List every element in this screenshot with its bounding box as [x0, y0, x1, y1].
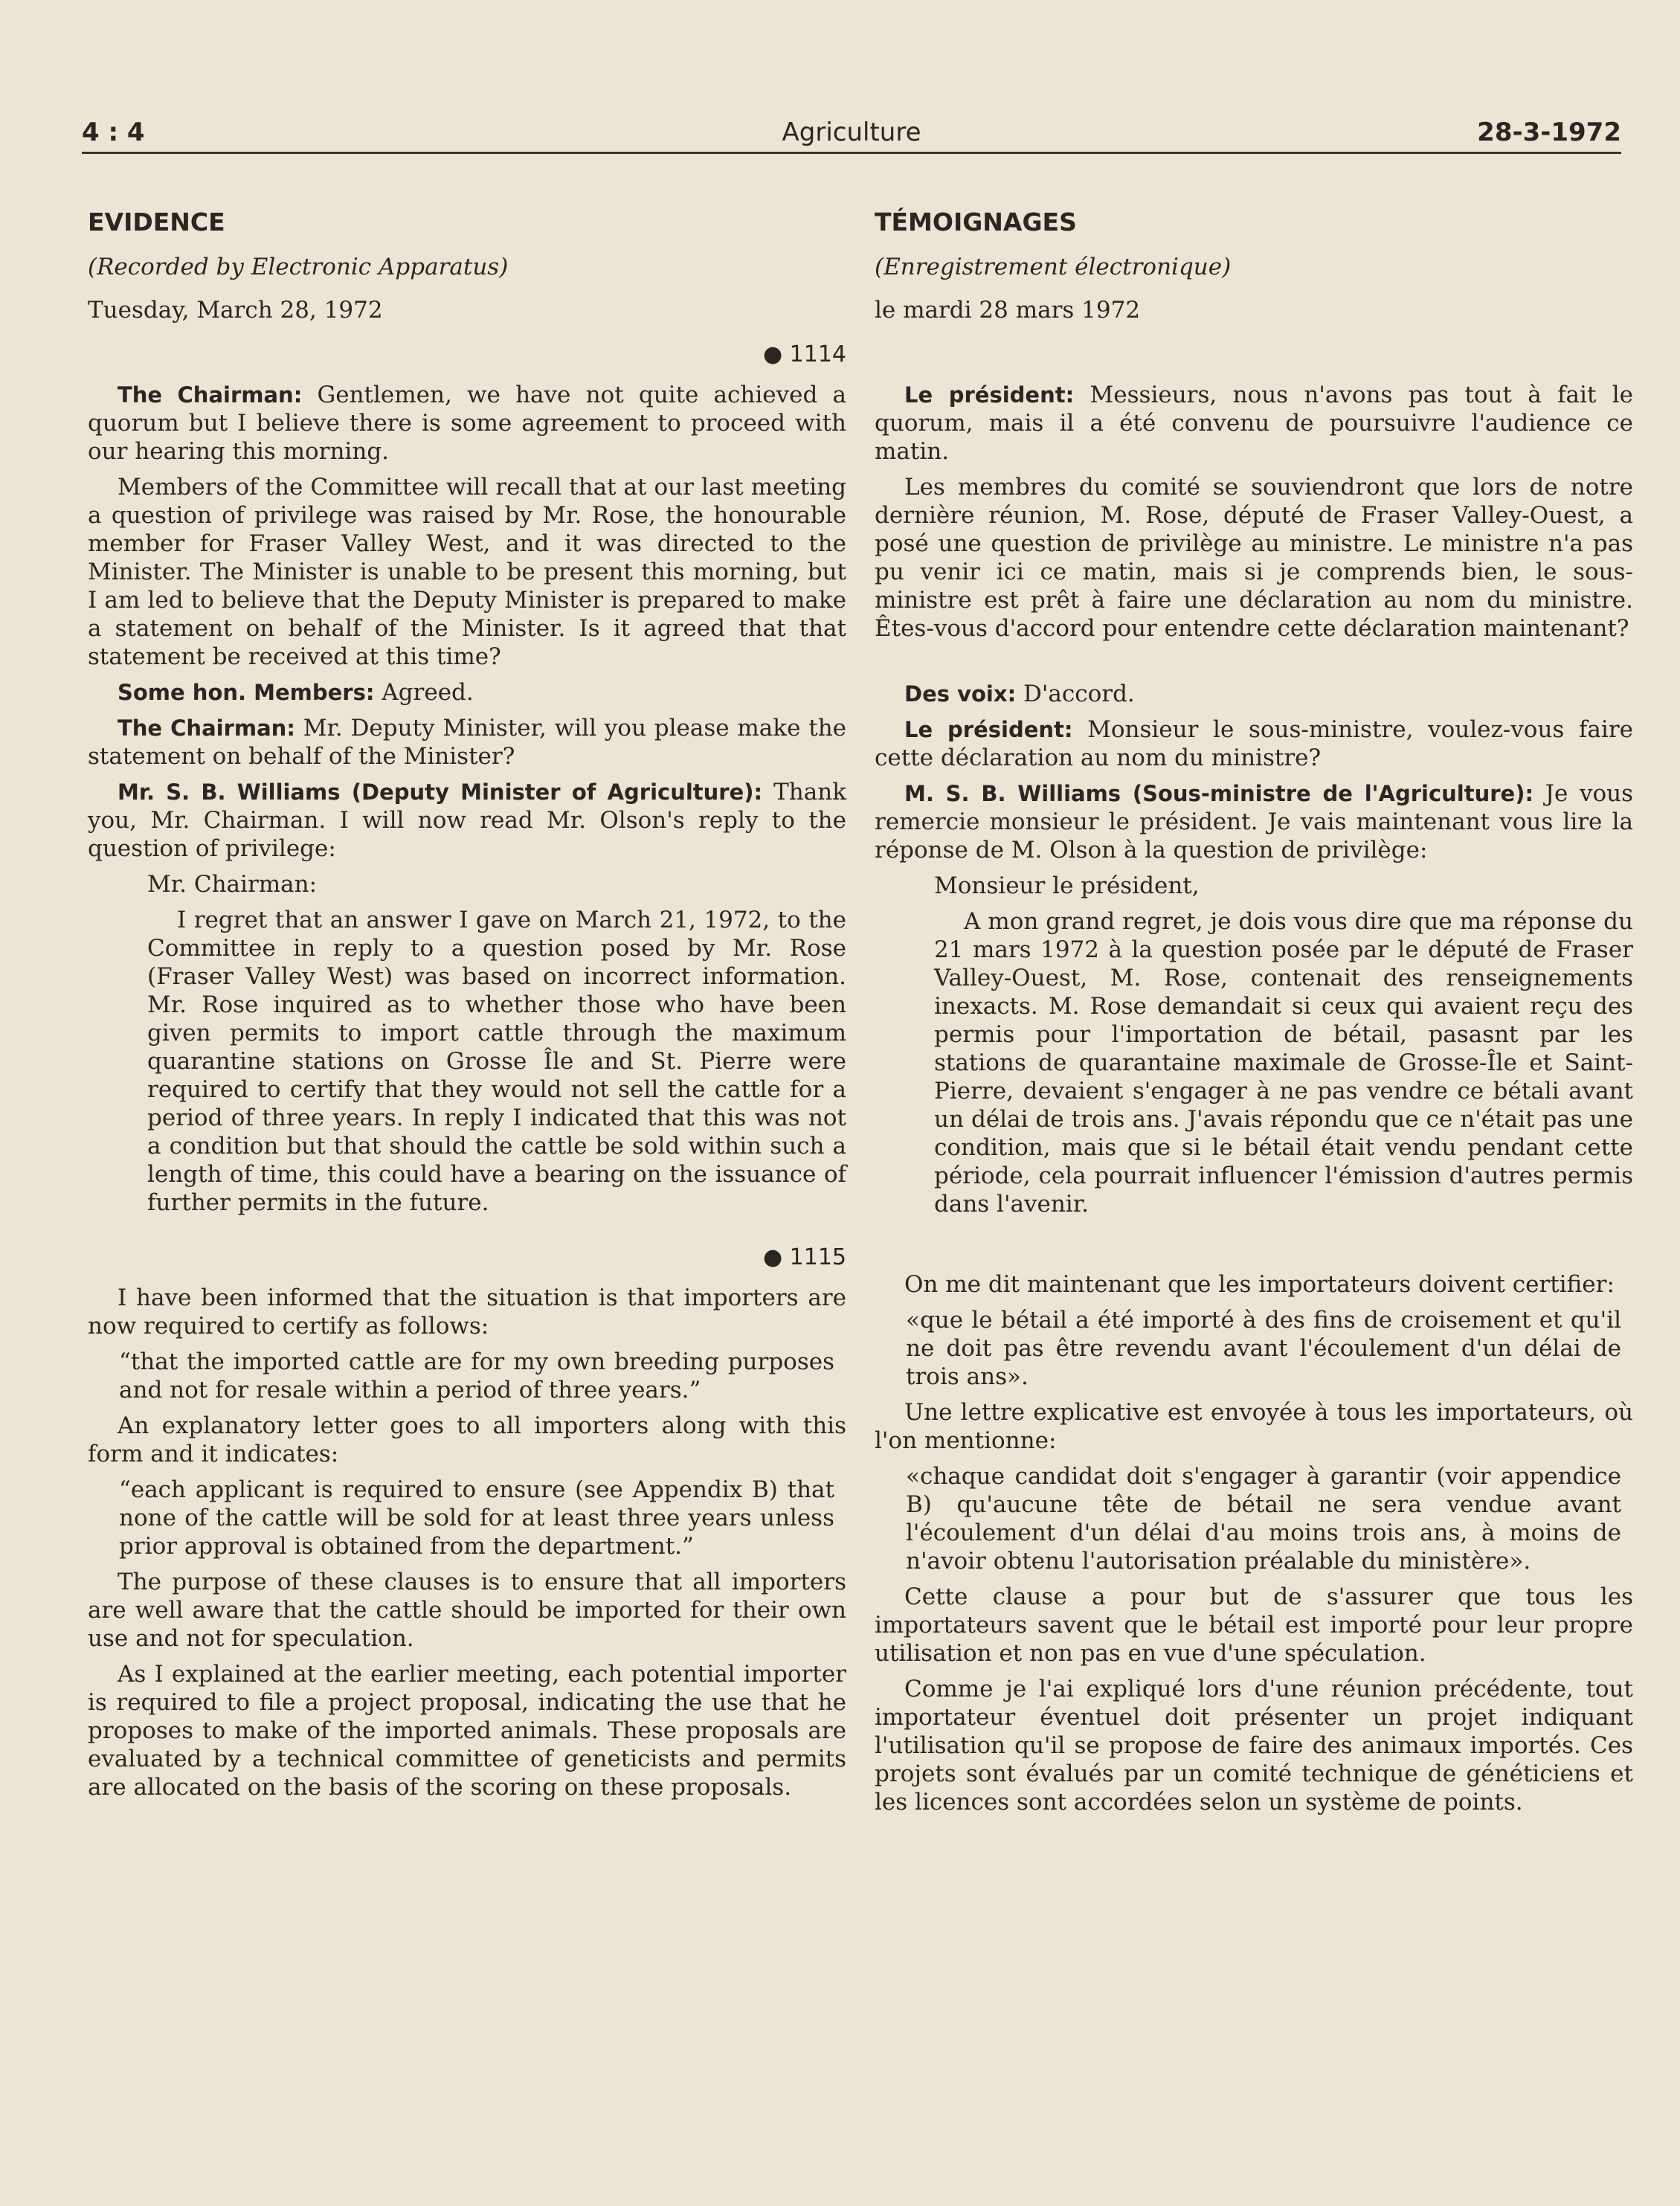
speaker-label: Some hon. Members: [118, 680, 375, 705]
speech-text: Monsieur le sous-ministre, voulez-vous faire cette déclaration au nom du ministre? [875, 716, 1633, 771]
speaker-label: The Chairman: [118, 715, 295, 741]
page-header [82, 118, 1621, 155]
header-rule [82, 152, 1621, 154]
quoted-certification: “that the imported cattle are for my own breeding purposes and not for resale within a period of three years.” [119, 1348, 834, 1403]
speaker-label: M. S. B. Williams (Sous-ministre de l'Agriculture): [904, 781, 1534, 806]
temoignages-heading: TÉMOIGNAGES [875, 208, 1077, 237]
page-number: 4 : 4 [82, 118, 145, 147]
letter-salutation: Mr. Chairman: [147, 871, 318, 898]
speech-text: Agreed. [374, 679, 474, 706]
paragraph [875, 715, 1633, 772]
letter-paragraph: A mon grand regret, je dois vous dire que ma réponse du 21 mars 1972 à la question posée par le député de Fraser Valley-Ouest, M. Rose, contenait des renseignements inexacts. M. Rose demandait si ceux qui avaient reçu des permis pour l'importation de bétail, pasasnt par les stations de quarantaine maximale de Grosse-Île et Saint-Pierre, devaient s'engager à ne pas vendre ce bétali avant un délai de trois ans. J'avais répondu que ce n'était pas une condition, mais que si le bétail était vendu pendant cette période, cela pourrait influencer l'émission d'autres permis dans l'avenir. [934, 908, 1633, 1218]
paragraph: Cette clause a pour but de s'assurer que tous les importateurs savent que le bétail est importé pour leur propre utilisation et non pas en vue d'une spéculation. [875, 1583, 1633, 1667]
header-date: 28-3-1972 [1477, 118, 1621, 147]
paragraph [88, 381, 846, 466]
paragraph: Members of the Committee will recall that at our last meeting a question of privilege was raised by Mr. Rose, the honourable member for Fraser Valley West, and it was directed to the Minister. The Minister is unable to be present this morning, but I am led to believe that the Deputy Minister is prepared to make a statement on behalf of the Minister. Is it agreed that that statement be received at this time? [88, 474, 846, 670]
paragraph: The purpose of these clauses is to ensure that all importers are well aware that the cattle should be imported for their own use and not for speculation. [88, 1569, 846, 1652]
paragraph: As I explained at the earlier meeting, each potential importer is required to file a project proposal, indicating the use that he proposes to make of the imported animals. These proposals are evaluated by a technical committee of geneticists and permits are allocated on the basis of the scoring on these proposals. [88, 1661, 846, 1801]
paragraph [88, 678, 846, 707]
session-date: Tuesday, March 28, 1972 [88, 297, 383, 324]
recorded-subheading: (Recorded by Electronic Apparatus) [88, 254, 509, 280]
paragraph [875, 381, 1633, 466]
speech-text: Je vous remercie monsieur le président. Je vais maintenant vous lire la réponse de M. Olson à la question de privilège: [875, 780, 1633, 864]
time-marker-1115: ● 1115 [762, 1244, 846, 1270]
speech-text: Thank you, Mr. Chairman. I will now read Mr. Olson's reply to the question of privilege: [88, 779, 846, 862]
english-column [88, 201, 846, 1809]
french-column [875, 201, 1633, 1824]
evidence-heading: EVIDENCE [88, 208, 225, 237]
paragraph: Une lettre explicative est envoyée à tous les importateurs, où l'on mentionne: [875, 1399, 1633, 1454]
quoted-letter: “each applicant is required to ensure (see Appendix B) that none of the cattle will be sold for at least three years unless prior approval is obtained from the department.” [119, 1476, 834, 1560]
paragraph: Les membres du comité se souviendront que lors de notre dernière réunion, M. Rose, député de Fraser Valley-Ouest, a posé une question de privilège au ministre. Le ministre n'a pas pu venir ici ce matin, mais si je comprends bien, le sous-ministre est prêt à faire une déclaration au nom du ministre. Êtes-vous d'accord pour entendre cette déclaration maintenant? [875, 474, 1633, 642]
paragraph [88, 714, 846, 771]
letter-salutation: Monsieur le président, [934, 872, 1200, 899]
speech-text: Messieurs, nous n'avons pas tout à fait le quorum, mais il a été convenu de poursuivre l'audience ce matin. [875, 382, 1633, 465]
speaker-label: Le président: [904, 382, 1075, 408]
speaker-label: The Chairman: [118, 382, 303, 408]
paragraph: I have been informed that the situation is that importers are now required to certify as follows: [88, 1284, 846, 1340]
speech-text: Mr. Deputy Minister, will you please make the statement on behalf of the Minister? [88, 715, 847, 770]
quoted-letter: «chaque candidat doit s'engager à garantir (voir appendice B) qu'aucune tête de bétail ne sera vendue avant l'écoulement d'un délai d'au moins trois ans, à moins de n'avoir obtenu l'autorisation préalable du ministère». [906, 1463, 1621, 1575]
letter-paragraph: I regret that an answer I gave on March 21, 1972, to the Committee in reply to a question posed by Mr. Rose (Fraser Valley West) was based on incorrect information. Mr. Rose inquired as to whether those who have been given permits to import cattle through the maximum quarantine stations on Grosse Île and St. Pierre were required to certify that they would not sell the cattle for a period of three years. In reply I indicated that this was not a condition but that should the cattle be sold within such a length of time, this could have a bearing on the issuance of further permits in the future. [147, 907, 846, 1216]
running-title: Agriculture [782, 118, 921, 147]
paragraph: An explanatory letter goes to all importers along with this form and it indicates: [88, 1412, 846, 1467]
speech-text: Gentlemen, we have not quite achieved a quorum but I believe there is some agreement to proceed with our hearing this morning. [88, 382, 846, 465]
time-marker-1114: ● 1114 [762, 341, 846, 367]
paragraph [875, 779, 1633, 864]
session-date-fr: le mardi 28 mars 1972 [875, 297, 1141, 324]
quoted-certification: «que le bétail a été importé à des fins de croisement et qu'il ne doit pas être revendu avant l'écoulement d'un délai de trois ans». [906, 1307, 1621, 1390]
paragraph [875, 680, 1633, 708]
speaker-label: Des voix: [904, 681, 1017, 707]
speech-text: D'accord. [1016, 681, 1135, 707]
paragraph [88, 778, 846, 863]
speaker-label: Le président: [904, 717, 1073, 742]
paragraph: On me dit maintenant que les importateurs doivent certifier: [904, 1271, 1615, 1298]
speaker-label: Mr. S. B. Williams (Deputy Minister of Agriculture): [118, 779, 763, 805]
paragraph: Comme je l'ai expliqué lors d'une réunion précédente, tout importateur éventuel doit présenter un projet indiquant l'utilisation qu'il se propose de faire des animaux importés. Ces projets sont évalués par un comité technique de généticiens et les licences sont accordées selon un système de points. [875, 1676, 1633, 1816]
enregistrement-subheading: (Enregistrement électronique) [875, 254, 1232, 280]
